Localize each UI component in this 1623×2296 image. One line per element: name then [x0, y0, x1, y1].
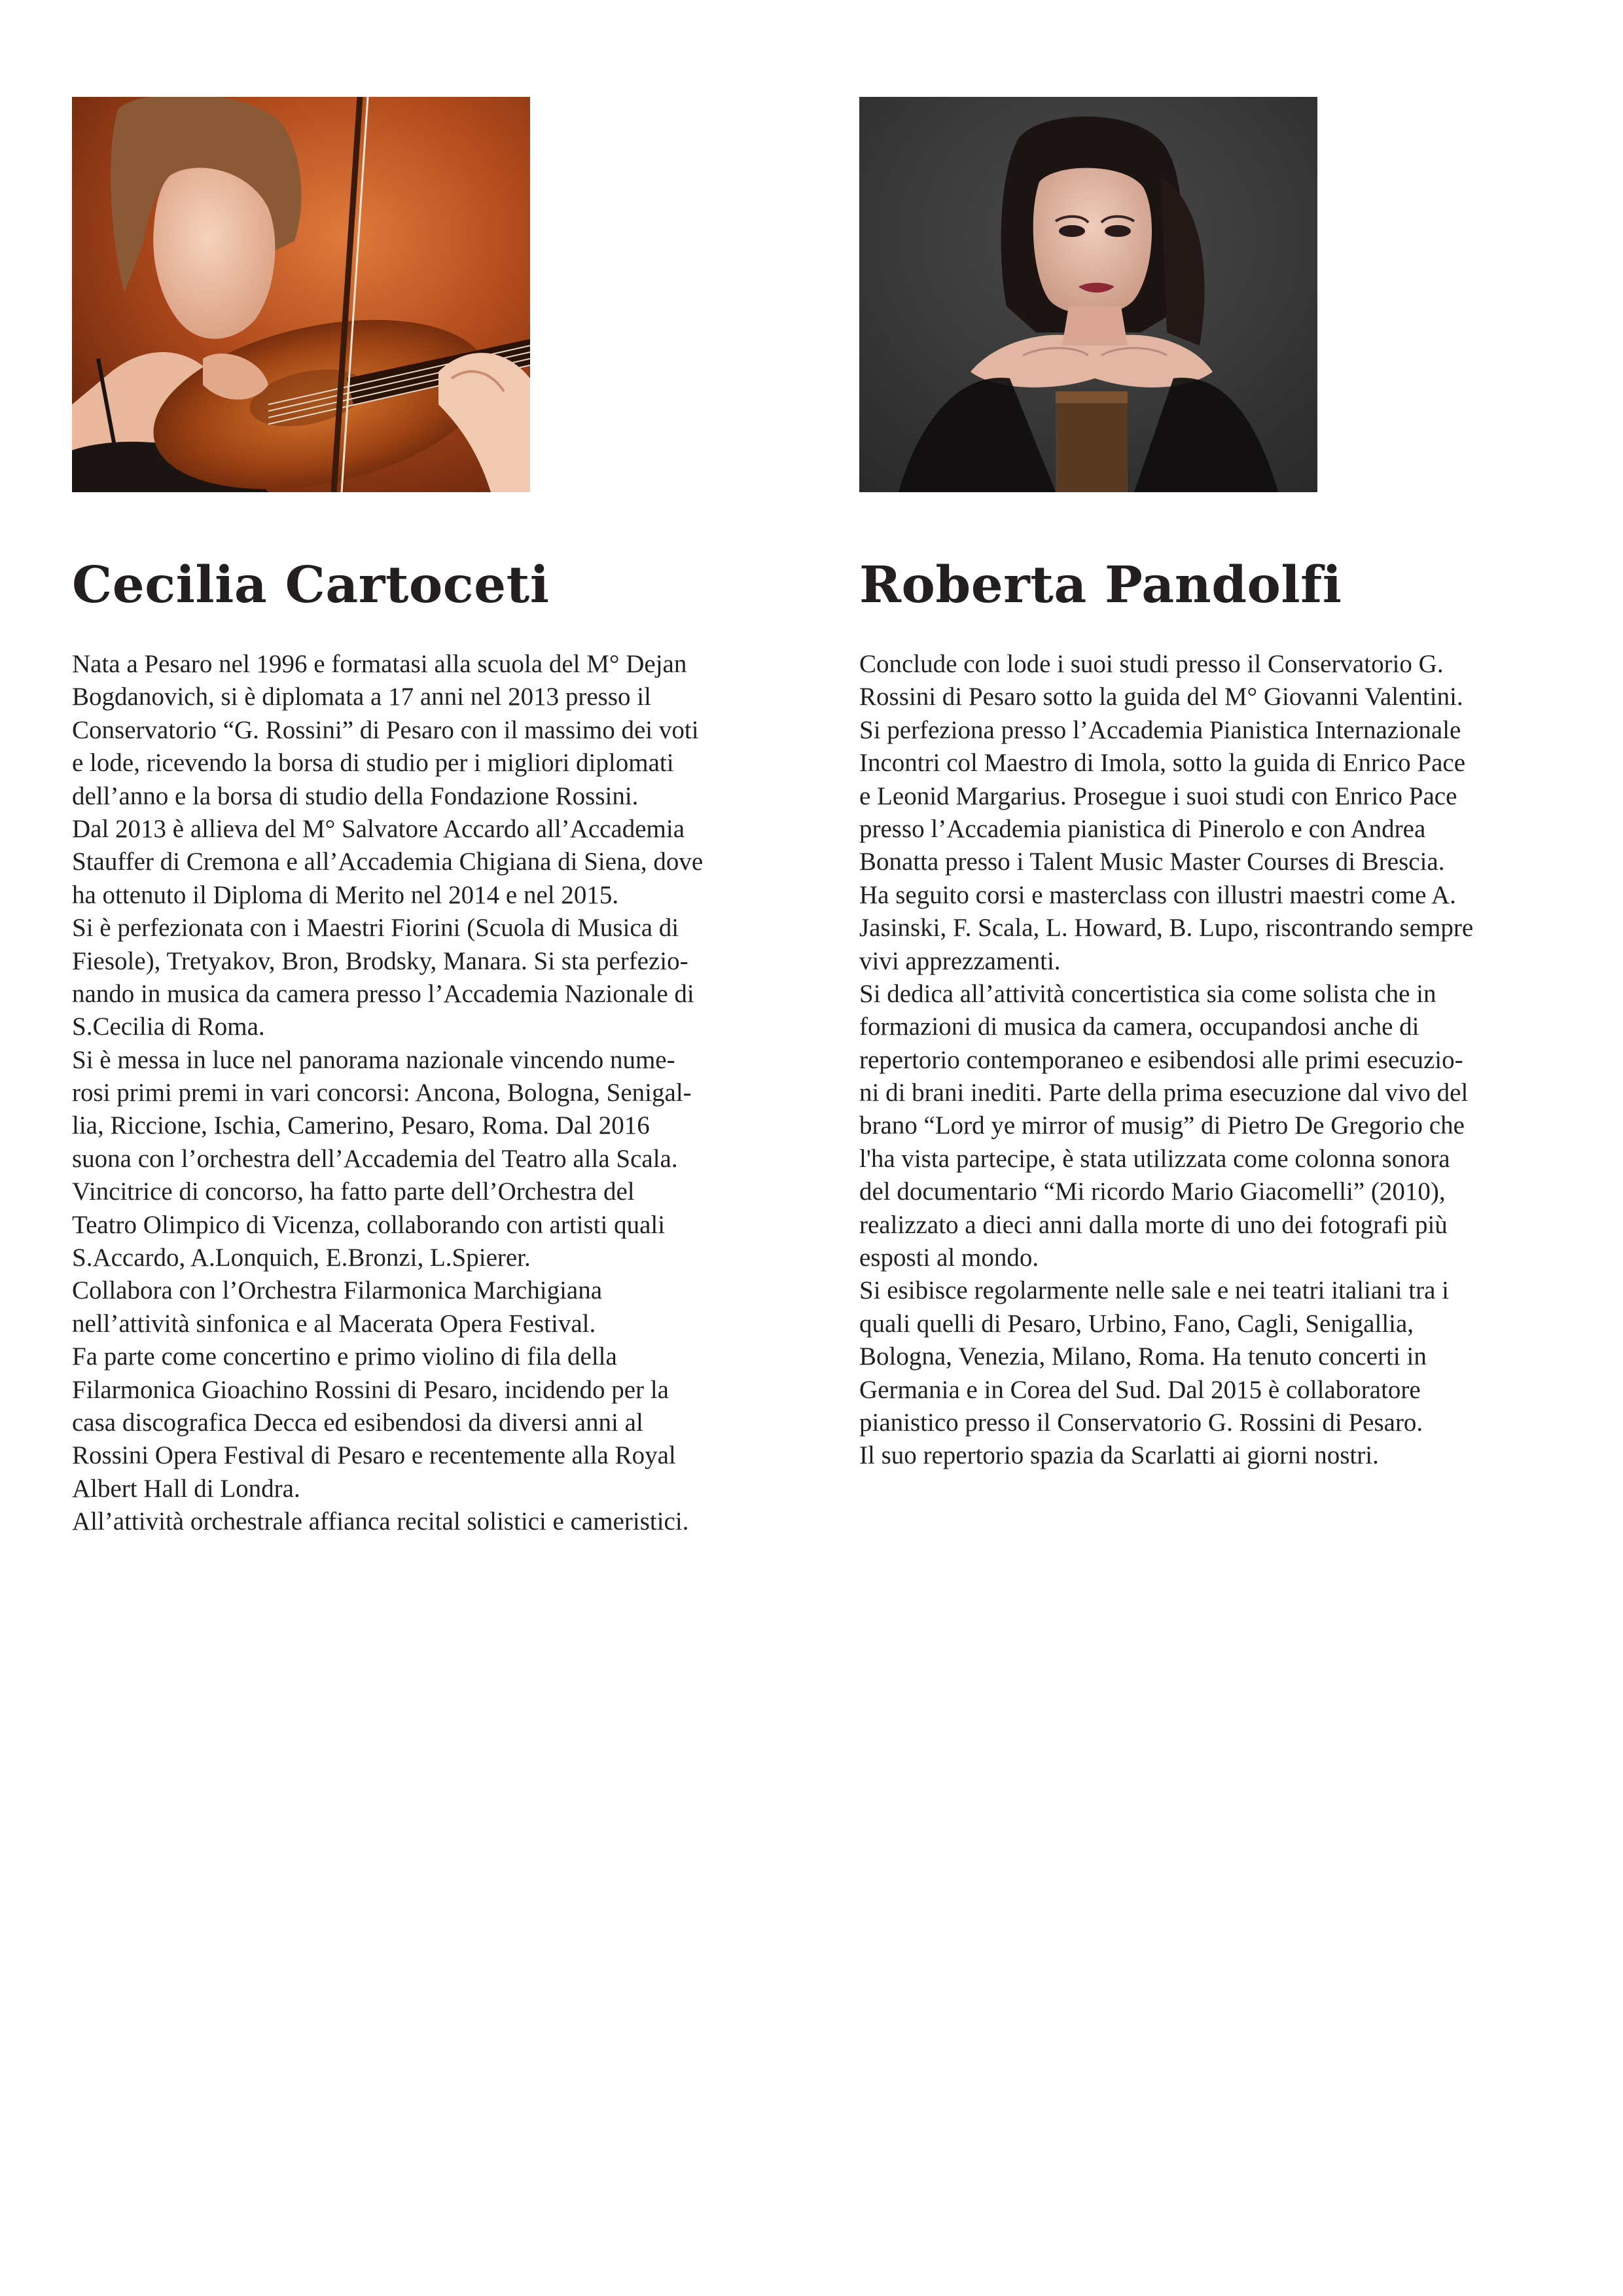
bio-line: Incontri col Maestro di Imola, sotto la guida di Enrico Pace [859, 749, 1466, 778]
bio-line: Fa parte come concertino e primo violino di fila della [72, 1342, 617, 1371]
bio-line: presso l’Accademia pianistica di Pinerolo e con Andrea [859, 814, 1426, 843]
violinist-portrait-photo [72, 97, 530, 492]
bio-line: Bologna, Venezia, Milano, Roma. Ha tenuto concerti in [859, 1342, 1427, 1371]
bio-line: ni di brani inediti. Parte della prima esecuzione dal vivo del [859, 1079, 1469, 1107]
bio-line: Bogdanovich, si è diplomata a 17 anni nel 2013 presso il [72, 683, 651, 711]
bio-line: S.Cecilia di Roma. [72, 1013, 265, 1041]
bio-line: Si è perfezionata con i Maestri Fiorini (Scuola di Musica di [72, 914, 679, 942]
bio-line: Jasinski, F. Scala, L. Howard, B. Lupo, riscontrando sempre [859, 914, 1474, 942]
bio-line: Si esibisce regolarmente nelle sale e nei teatri italiani tra i [859, 1276, 1449, 1305]
bio-line: Il suo repertorio spazia da Scarlatti ai giorni nostri. [859, 1441, 1379, 1470]
bio-line: Si è messa in luce nel panorama nazionale vincendo nume- [72, 1045, 675, 1074]
bio-line: S.Accardo, A.Lonquich, E.Bronzi, L.Spierer. [72, 1244, 531, 1272]
bio-line: del documentario “Mi ricordo Mario Giacomelli” (2010), [859, 1177, 1446, 1206]
bio-line: quali quelli di Pesaro, Urbino, Fano, Cagli, Senigallia, [859, 1309, 1414, 1338]
bio-line: vivi apprezzamenti. [859, 946, 1061, 975]
bio-line: lia, Riccione, Ischia, Camerino, Pesaro, Roma. Dal 2016 [72, 1111, 650, 1140]
bio-line: repertorio contemporaneo e esibendosi alle primi esecuzio- [859, 1045, 1463, 1074]
musician-name: Roberta Pandolfi [859, 556, 1342, 615]
bio-line: brano “Lord ye mirror of musig” di Pietro De Gregorio che [859, 1111, 1465, 1140]
bio-line: Albert Hall di Londra. [72, 1474, 300, 1503]
biography-cecilia-cartoceti [72, 97, 805, 1536]
bio-line: pianistico presso il Conservatorio G. Rossini di Pesaro. [859, 1408, 1423, 1437]
bio-line: rosi primi premi in vari concorsi: Ancona, Bologna, Senigal- [72, 1079, 692, 1107]
bio-line: Stauffer di Cremona e all’Accademia Chigiana di Siena, dove [72, 848, 704, 876]
bio-line: Germania e in Corea del Sud. Dal 2015 è collaboratore [859, 1375, 1421, 1404]
bio-line: realizzato a dieci anni dalla morte di uno dei fotografi più [859, 1210, 1448, 1239]
bio-line: All’attività orchestrale affianca recital solistici e cameristici. [72, 1507, 689, 1536]
bio-line: Teatro Olimpico di Vicenza, collaborando con artisti quali [72, 1210, 666, 1239]
bio-line: Filarmonica Gioachino Rossini di Pesaro, incidendo per la [72, 1375, 669, 1404]
bio-line: l'ha vista partecipe, è stata utilizzata come colonna sonora [859, 1144, 1450, 1173]
bio-line: e Leonid Margarius. Prosegue i suoi studi con Enrico Pace [859, 781, 1457, 810]
bio-line: Bonatta presso i Talent Music Master Courses di Brescia. [859, 848, 1445, 876]
bio-line: Collabora con l’Orchestra Filarmonica Marchigiana [72, 1276, 603, 1305]
bio-line: Si dedica all’attività concertistica sia come solista che in [859, 979, 1436, 1008]
bio-line: Conservatorio “G. Rossini” di Pesaro con il massimo dei voti [72, 715, 699, 744]
bio-line: Rossini Opera Festival di Pesaro e recentemente alla Royal [72, 1441, 676, 1470]
bio-line: dell’anno e la borsa di studio della Fondazione Rossini. [72, 781, 639, 810]
bio-line: Rossini di Pesaro sotto la guida del M° Giovanni Valentini. [859, 683, 1463, 711]
bio-line: esposti al mondo. [859, 1244, 1039, 1272]
bio-line: Nata a Pesaro nel 1996 e formatasi alla scuola del M° Dejan [72, 650, 687, 678]
biography-roberta-pandolfi [859, 97, 1592, 1470]
bio-line: Dal 2013 è allieva del M° Salvatore Accardo all’Accademia [72, 814, 685, 843]
pianist-portrait-photo [859, 97, 1317, 492]
bio-line: Vincitrice di concorso, ha fatto parte dell’Orchestra del [72, 1177, 635, 1206]
bio-line: Conclude con lode i suoi studi presso il Conservatorio G. [859, 650, 1444, 678]
biography-text [72, 648, 805, 1539]
bio-line: formazioni di musica da camera, occupandosi anche di [859, 1013, 1419, 1041]
musician-name: Cecilia Cartoceti [72, 556, 550, 615]
bio-line: Fiesole), Tretyakov, Bron, Brodsky, Manara. Si sta perfezio- [72, 946, 688, 975]
bio-line: Si perfeziona presso l’Accademia Pianistica Internazionale [859, 715, 1461, 744]
bio-line: ha ottenuto il Diploma di Merito nel 2014 e nel 2015. [72, 880, 619, 909]
bio-line: casa discografica Decca ed esibendosi da diversi anni al [72, 1408, 643, 1437]
biography-text [859, 648, 1592, 1473]
bio-line: Ha seguito corsi e masterclass con illustri maestri come A. [859, 880, 1456, 909]
bio-line: nell’attività sinfonica e al Macerata Opera Festival. [72, 1309, 596, 1338]
bio-line: e lode, ricevendo la borsa di studio per i migliori diplomati [72, 749, 674, 778]
bio-line: suona con l’orchestra dell’Accademia del Teatro alla Scala. [72, 1144, 678, 1173]
bio-line: nando in musica da camera presso l’Accademia Nazionale di [72, 979, 694, 1008]
